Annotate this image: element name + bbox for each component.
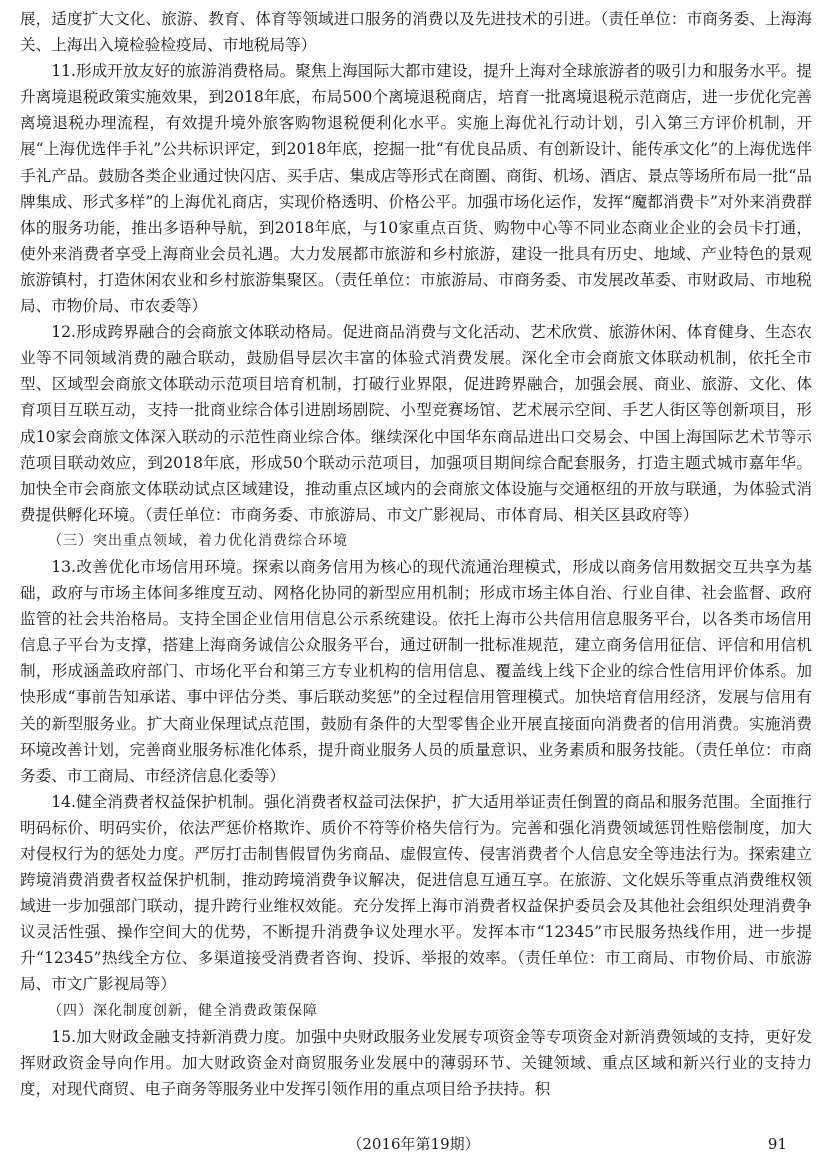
section-heading-4: （四）深化制度创新，健全消费政策保障 [48, 1002, 318, 1019]
body-text [20, 6, 812, 1102]
paragraph-item-11: 11.形成开放友好的旅游消费格局。聚焦上海国际大都市建设，提升上海对全球旅游者的吸引力和服务水平。提升离境退税政策实施效果，到2018年底，布局500个离境退税商店，培育一批离境退税示范商店，进一步优化完善离境退税办理流程，有效提升境外旅客购物退税便利化水平。实施上海优礼行动计划，引入第三方评价机制，开展“上海优选伴手礼”公共标识评定，到2018年底，挖掘一批“有优良品质、有创新设计、能传承文化”的上海优选伴手礼产品。鼓励各类企业通过快闪店、买手店、集成店等形式在商圈、商街、机场、酒店、景点等场所布局一批“品牌集成、形式多样”的上海优礼商店，实现价格透明、价格公平。加强市场化运作，发挥“魔都消费卡”对外来消费群体的服务功能，推出多语种导航，到2018年底，与10家重点百货、购物中心等不同业态商业企业的会员卡打通，使外来消费者享受上海商业会员礼遇。大力发展都市旅游和乡村旅游，建设一批具有历史、地域、产业特色的景观旅游镇村，打造休闲农业和乡村旅游集聚区。（责任单位：市旅游局、市商务委、市发展改革委、市财政局、市地税局、市物价局、市农委等） [20, 62, 812, 316]
paragraph-item-12: 12.形成跨界融合的会商旅文体联动格局。促进商品消费与文化活动、艺术欣赏、旅游休闲、体育健身、生态农业等不同领域消费的融合联动，鼓励倡导层次丰富的体验式消费发展。深化全市会商旅文体联动机制，依托全市型、区域型会商旅文体联动示范项目培育机制，打破行业界限，促进跨界融合，加强会展、商业、旅游、文化、体育项目互联互动，支持一批商业综合体引进剧场剧院、小型竞赛场馆、艺术展示空间、手艺人街区等创新项目，形成10家会商旅文体深入联动的示范性商业综合体。继续深化中国华东商品进出口交易会、中国上海国际艺术节等示范项目联动效应，到2018年底，形成50个联动示范项目，加强项目期间综合配套服务，打造主题式城市嘉年华。加快全市会商旅文体联动试点区域建设，推动重点区域内的会商旅文体设施与交通枢纽的开放与联通，为体验式消费提供孵化环境。（责任单位：市商务委、市旅游局、市文广影视局、市体育局、相关区县政府等） [20, 323, 812, 524]
page-footer [0, 1130, 827, 1158]
section-heading-3: （三）突出重点领域，着力优化消费综合环境 [48, 532, 348, 549]
paragraph-item-14: 14.健全消费者权益保护机制。强化消费者权益司法保护，扩大适用举证责任倒置的商品和服务范围。全面推行明码标价、明码实价，依法严惩价格欺诈、质价不符等价格失信行为。完善和强化消费领域惩罚性赔偿制度，加大对侵权行为的惩处力度。严厉打击制售假冒伪劣商品、虚假宣传、侵害消费者个人信息安全等违法行为。探索建立跨境消费消费者权益保护机制，推动跨境消费争议解决，促进信息互通互享。在旅游、文化娱乐等重点消费维权领域进一步加强部门联动，提升跨行业维权效能。充分发挥上海市消费者权益保护委员会及其他社会组织处理消费争议灵活性强、操作空间大的优势，不断提升消费争议处理水平。发挥本市“12345”市民服务热线作用，进一步提升“12345”热线全方位、多渠道接受消费者咨询、投诉、举报的效率。（责任单位：市工商局、市物价局、市旅游局、市文广影视局等） [20, 792, 812, 994]
paragraph-item-15: 15.加大财政金融支持新消费力度。加强中央财政服务业发展专项资金等专项资金对新消费领域的支持，更好发挥财政资金导向作用。加大财政资金对商贸服务业发展中的薄弱环节、关键领域、重点区域和新兴行业的支持力度，对现代商贸、电子商务等服务业中发挥引领作用的重点项目给予扶持。积 [20, 1027, 812, 1098]
paragraph-continuation: 展，适度扩大文化、旅游、教育、体育等领域进口服务的消费以及先进技术的引进。（责任单位：市商务委、上海海关、上海出入境检验检疫局、市地税局等） [20, 10, 812, 55]
issue-label: （2016年第19期） [347, 1135, 480, 1153]
paragraph-item-13: 13.改善优化市场信用环境。探索以商务信用为核心的现代流通治理模式，形成以商务信用数据交互共享为基础，政府与市场主体间多维度互动、网格化协同的新型应用机制；形成市场主体自治、行业自律、社会监督、政府监管的社会共治格局。支持全国企业信用信息公示系统建设。依托上海市公共信用信息服务平台，以各类市场信用信息子平台为支撑，搭建上海商务诚信公众服务平台，通过研制一批标准规范，建立商务信用征信、评信和用信机制，形成涵盖政府部门、市场化平台和第三方专业机构的信用信息、覆盖线上线下企业的综合性信用评价体系。加快形成“事前告知承诺、事中评估分类、事后联动奖惩”的全过程信用管理模式。加快培育信用经济，发展与信用有关的新型服务业。扩大商业保理试点范围，鼓励有条件的大型零售企业开展直接面向消费者的信用消费。实施消费环境改善计划，完善商业服务标准化体系，提升商业服务人员的质量意识、业务素质和服务技能。（责任单位：市商务委、市工商局、市经济信息化委等） [20, 557, 812, 785]
page-number: 91 [767, 1135, 787, 1153]
